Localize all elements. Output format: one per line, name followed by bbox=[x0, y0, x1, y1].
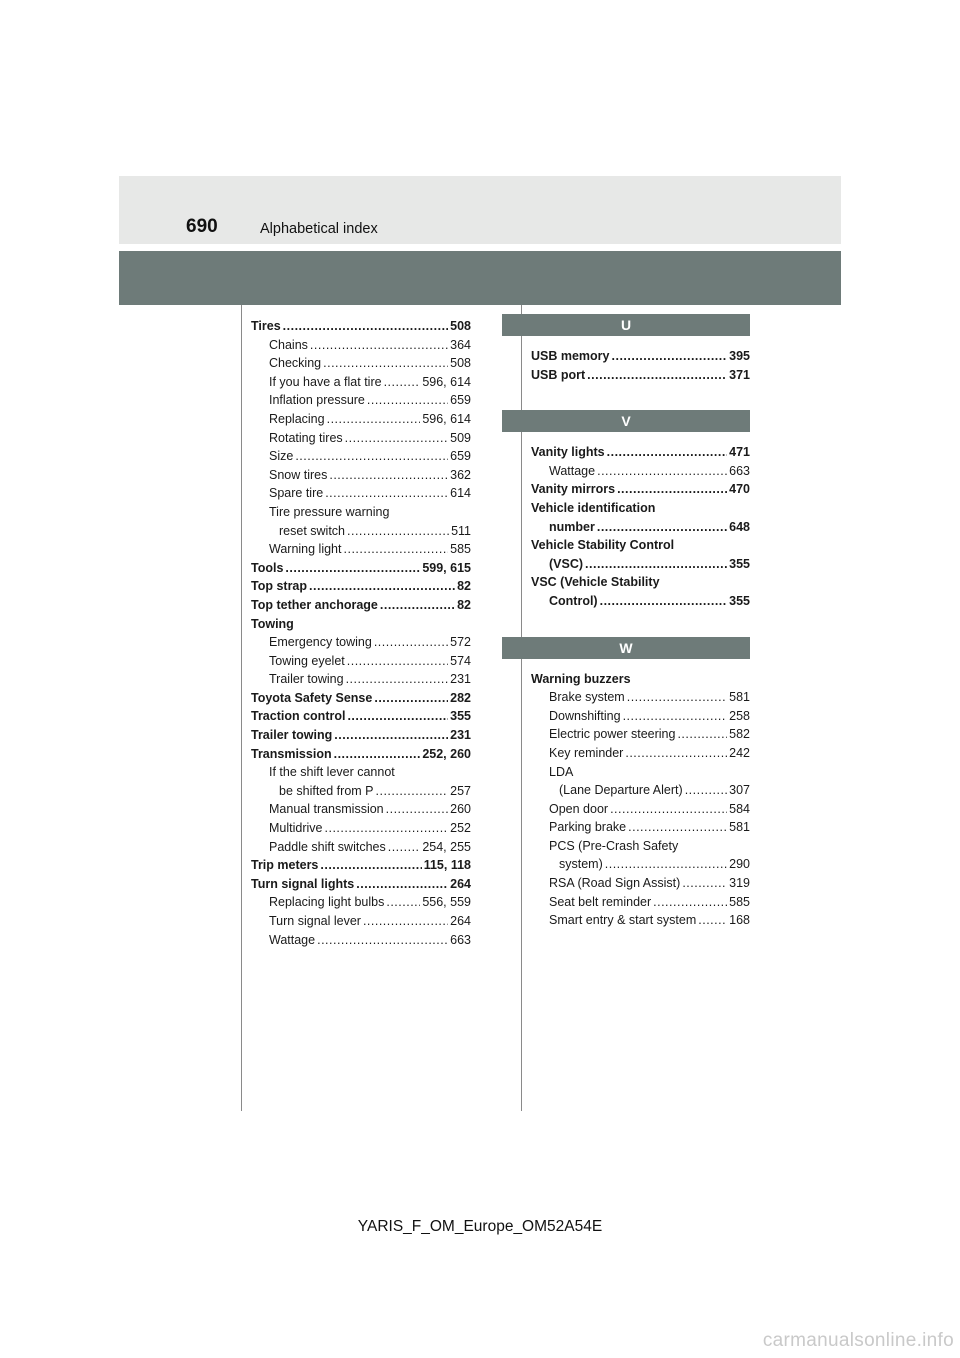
page-reference: 264 bbox=[450, 914, 471, 928]
page-reference: 115, 118 bbox=[423, 858, 471, 873]
page-reference: 355 bbox=[450, 709, 471, 724]
index-entry bbox=[531, 874, 750, 893]
index-entry bbox=[251, 447, 471, 466]
index-right-column bbox=[531, 314, 750, 930]
page-reference: 264 bbox=[450, 876, 471, 891]
section-spacer bbox=[531, 432, 750, 443]
index-entry bbox=[251, 559, 471, 578]
index-term: Emergency towing bbox=[269, 635, 372, 650]
index-term: Tires bbox=[251, 319, 281, 333]
section-letter-w: W bbox=[502, 637, 750, 659]
page-number: 690 bbox=[186, 216, 218, 237]
index-entry bbox=[531, 855, 750, 874]
index-term: Vehicle Stability Control bbox=[531, 538, 675, 553]
dot-leader bbox=[323, 354, 448, 373]
dot-leader bbox=[380, 596, 455, 615]
index-term: Replacing light bulbs bbox=[269, 895, 385, 910]
index-term: Control) bbox=[549, 593, 598, 608]
page-reference: 470 bbox=[729, 482, 750, 497]
index-entry bbox=[531, 911, 750, 930]
index-term: Checking bbox=[269, 356, 322, 371]
page-reference: 231 bbox=[450, 728, 471, 743]
index-entry bbox=[531, 744, 750, 763]
page-reference: 260 bbox=[450, 802, 471, 817]
index-entry bbox=[251, 484, 471, 503]
dot-leader bbox=[685, 781, 727, 800]
index-entry bbox=[531, 670, 750, 689]
page-reference: 319 bbox=[729, 876, 750, 891]
page-reference: 581 bbox=[729, 690, 750, 705]
page-reference: 572 bbox=[450, 635, 471, 650]
page-reference: 614 bbox=[450, 486, 471, 501]
index-entry bbox=[251, 354, 471, 373]
index-term: (VSC) bbox=[549, 556, 584, 571]
index-entry bbox=[531, 573, 750, 592]
page-reference: 663 bbox=[729, 463, 750, 478]
page-reference: 585 bbox=[729, 894, 750, 909]
left-column-rule bbox=[241, 305, 242, 1111]
page-reference: 663 bbox=[450, 932, 471, 947]
page-reference: 290 bbox=[729, 857, 750, 872]
dot-leader bbox=[347, 707, 448, 726]
page-reference: 252, 260 bbox=[422, 746, 471, 761]
index-term: Vehicle identification bbox=[531, 500, 656, 515]
index-entry bbox=[251, 373, 471, 392]
index-entry bbox=[531, 518, 750, 537]
index-term: Towing eyelet bbox=[269, 653, 345, 668]
index-term: Warning buzzers bbox=[531, 671, 631, 686]
index-entry bbox=[251, 745, 471, 764]
dot-leader bbox=[585, 555, 727, 574]
index-term: Chains bbox=[269, 337, 308, 352]
page-reference: 371 bbox=[729, 367, 750, 382]
header-band-light bbox=[119, 176, 841, 244]
index-entry bbox=[531, 688, 750, 707]
dot-leader bbox=[283, 317, 448, 336]
dot-leader bbox=[627, 688, 727, 707]
page-reference: 242 bbox=[729, 745, 750, 760]
page-reference: 257 bbox=[450, 783, 471, 798]
index-term: Key reminder bbox=[549, 745, 624, 760]
index-term: Downshifting bbox=[549, 708, 621, 723]
index-entry bbox=[531, 536, 750, 555]
index-term: Smart entry & start system bbox=[549, 913, 697, 928]
index-term: number bbox=[549, 519, 595, 534]
index-term: Brake system bbox=[549, 690, 625, 705]
dot-leader bbox=[623, 707, 728, 726]
page-reference: 508 bbox=[450, 319, 471, 333]
index-entry bbox=[251, 317, 471, 336]
index-entry bbox=[251, 615, 471, 634]
index-term: RSA (Road Sign Assist) bbox=[549, 876, 681, 891]
dot-leader bbox=[597, 462, 727, 481]
index-term: USB port bbox=[531, 367, 586, 382]
dot-leader bbox=[625, 744, 727, 763]
index-term: Turn signal lights bbox=[251, 876, 355, 891]
dot-leader bbox=[356, 875, 448, 894]
dot-leader bbox=[587, 366, 727, 385]
dot-leader bbox=[628, 818, 727, 837]
dot-leader bbox=[600, 592, 728, 611]
page-reference: 509 bbox=[450, 430, 471, 445]
index-term: Paddle shift switches bbox=[269, 839, 386, 854]
page-reference: 362 bbox=[450, 467, 471, 482]
index-term: Open door bbox=[549, 801, 609, 816]
dot-leader bbox=[617, 480, 727, 499]
index-term: Inflation pressure bbox=[269, 393, 365, 408]
index-term: Manual transmission bbox=[269, 802, 384, 817]
page-reference: 511 bbox=[451, 523, 471, 538]
dot-leader bbox=[374, 689, 448, 708]
dot-leader bbox=[309, 577, 455, 596]
index-entry bbox=[531, 592, 750, 611]
index-entry bbox=[531, 893, 750, 912]
index-entry bbox=[251, 912, 471, 931]
index-term: Vanity mirrors bbox=[531, 482, 616, 497]
index-entry bbox=[251, 540, 471, 559]
index-term: Multidrive bbox=[269, 821, 323, 836]
page-reference: 599, 615 bbox=[422, 560, 471, 575]
page-reference: 585 bbox=[450, 542, 471, 557]
dot-leader bbox=[320, 856, 421, 875]
section-spacer bbox=[531, 611, 750, 637]
section-spacer bbox=[531, 336, 750, 347]
index-term: VSC (Vehicle Stability bbox=[531, 575, 660, 590]
dot-leader bbox=[682, 874, 727, 893]
index-entry bbox=[251, 726, 471, 745]
dot-leader bbox=[597, 518, 727, 537]
index-entry bbox=[531, 707, 750, 726]
index-entry bbox=[251, 336, 471, 355]
page-reference: 596, 614 bbox=[422, 374, 471, 389]
page-reference: 508 bbox=[450, 356, 471, 371]
page-reference: 258 bbox=[729, 708, 750, 723]
index-entry bbox=[251, 893, 471, 912]
index-term: Warning light bbox=[269, 542, 342, 557]
dot-leader bbox=[295, 447, 448, 466]
index-term: Rotating tires bbox=[269, 430, 343, 445]
index-entry bbox=[531, 800, 750, 819]
index-entry bbox=[531, 480, 750, 499]
index-term: Tire pressure warning bbox=[269, 504, 390, 519]
index-term: Trip meters bbox=[251, 858, 319, 873]
dot-leader bbox=[310, 336, 448, 355]
index-term: Electric power steering bbox=[549, 727, 676, 742]
dot-leader bbox=[363, 912, 448, 931]
page-reference: 471 bbox=[729, 445, 750, 460]
dot-leader bbox=[698, 911, 727, 930]
index-term: If you have a flat tire bbox=[269, 374, 382, 389]
index-term: Trailer towing bbox=[269, 672, 344, 687]
dot-leader bbox=[347, 522, 449, 541]
index-term: Vanity lights bbox=[531, 445, 605, 460]
index-entry bbox=[531, 347, 750, 366]
dot-leader bbox=[388, 838, 421, 857]
page-reference: 596, 614 bbox=[422, 411, 471, 426]
index-entry bbox=[251, 689, 471, 708]
page-reference: 252 bbox=[450, 821, 471, 836]
index-entry bbox=[251, 763, 471, 782]
index-entry bbox=[251, 875, 471, 894]
dot-leader bbox=[325, 484, 448, 503]
index-term: Trailer towing bbox=[251, 728, 333, 743]
section-letter-v: V bbox=[502, 410, 750, 432]
dot-leader bbox=[317, 931, 448, 950]
index-term: Spare tire bbox=[269, 486, 324, 501]
dot-leader bbox=[612, 347, 728, 366]
index-term: Top tether anchorage bbox=[251, 597, 378, 612]
page-reference: 282 bbox=[450, 690, 471, 705]
page-reference: 364 bbox=[450, 337, 471, 352]
index-entry bbox=[531, 366, 750, 385]
index-entry bbox=[251, 391, 471, 410]
section-spacer bbox=[531, 384, 750, 410]
index-entry bbox=[531, 499, 750, 518]
index-entry bbox=[251, 856, 471, 875]
dot-leader bbox=[325, 819, 449, 838]
index-term: Snow tires bbox=[269, 467, 328, 482]
watermark: carmanualsonline.info bbox=[762, 1330, 954, 1351]
index-entry bbox=[251, 466, 471, 485]
dot-leader bbox=[677, 725, 727, 744]
dot-leader bbox=[386, 893, 420, 912]
page-reference: 231 bbox=[450, 672, 471, 687]
index-term: Parking brake bbox=[549, 820, 627, 835]
dot-leader bbox=[376, 782, 449, 801]
index-term: system) bbox=[559, 857, 603, 872]
index-term: Seat belt reminder bbox=[549, 894, 652, 909]
dot-leader bbox=[346, 670, 449, 689]
index-term: Transmission bbox=[251, 746, 332, 761]
section-letter-u: U bbox=[502, 314, 750, 336]
index-entry bbox=[251, 503, 471, 522]
index-entry bbox=[531, 781, 750, 800]
index-term: USB memory bbox=[531, 349, 610, 363]
page-reference: 254, 255 bbox=[422, 839, 471, 854]
page-reference: 584 bbox=[729, 801, 750, 816]
index-term: Wattage bbox=[549, 463, 596, 478]
index-entry bbox=[251, 410, 471, 429]
page-reference: 355 bbox=[729, 556, 750, 571]
page-reference: 581 bbox=[729, 820, 750, 835]
index-entry bbox=[531, 837, 750, 856]
index-term: Size bbox=[269, 449, 294, 464]
dot-leader bbox=[327, 410, 421, 429]
dot-leader bbox=[386, 800, 449, 819]
index-entry bbox=[251, 670, 471, 689]
section-spacer bbox=[531, 659, 750, 670]
index-term: Towing bbox=[251, 616, 294, 631]
header-band-dark bbox=[119, 251, 841, 305]
index-term: be shifted from P bbox=[279, 783, 374, 798]
dot-leader bbox=[285, 559, 420, 578]
page-reference: 355 bbox=[729, 593, 750, 608]
dot-leader bbox=[653, 893, 727, 912]
dot-leader bbox=[384, 373, 421, 392]
index-entry bbox=[531, 818, 750, 837]
index-entry bbox=[531, 725, 750, 744]
dot-leader bbox=[334, 745, 421, 764]
index-entry bbox=[531, 443, 750, 462]
page-reference: 395 bbox=[729, 349, 750, 363]
dot-leader bbox=[367, 391, 448, 410]
page-reference: 168 bbox=[729, 913, 750, 928]
dot-leader bbox=[347, 652, 448, 671]
index-term: PCS (Pre-Crash Safety bbox=[549, 838, 679, 853]
index-entry bbox=[531, 462, 750, 481]
index-term: LDA bbox=[549, 764, 574, 779]
index-entry bbox=[251, 782, 471, 801]
page-reference: 582 bbox=[729, 727, 750, 742]
index-entry bbox=[251, 800, 471, 819]
index-term: reset switch bbox=[279, 523, 345, 538]
index-term: Traction control bbox=[251, 709, 346, 724]
index-entry bbox=[251, 633, 471, 652]
index-entry bbox=[251, 596, 471, 615]
index-entry bbox=[251, 652, 471, 671]
index-entry bbox=[251, 819, 471, 838]
index-entry bbox=[251, 577, 471, 596]
index-term: Tools bbox=[251, 560, 284, 575]
index-entry bbox=[251, 838, 471, 857]
index-term: Replacing bbox=[269, 411, 325, 426]
index-term: Top strap bbox=[251, 579, 308, 594]
index-entry bbox=[531, 555, 750, 574]
page-title: Alphabetical index bbox=[260, 221, 378, 237]
dot-leader bbox=[345, 429, 448, 448]
index-entry bbox=[251, 522, 471, 541]
page-reference: 307 bbox=[729, 783, 750, 798]
dot-leader bbox=[605, 855, 727, 874]
dot-leader bbox=[344, 540, 449, 559]
document-footer: YARIS_F_OM_Europe_OM52A54E bbox=[357, 1218, 603, 1235]
index-term: If the shift lever cannot bbox=[269, 765, 395, 780]
index-entry bbox=[251, 931, 471, 950]
index-left-column bbox=[251, 317, 471, 949]
page-reference: 82 bbox=[457, 597, 471, 612]
dot-leader bbox=[607, 443, 728, 462]
index-entry bbox=[251, 707, 471, 726]
index-term: Turn signal lever bbox=[269, 914, 361, 928]
page-reference: 648 bbox=[729, 519, 750, 534]
index-term: Wattage bbox=[269, 932, 316, 947]
page-reference: 659 bbox=[450, 393, 471, 408]
index-term: (Lane Departure Alert) bbox=[559, 783, 683, 798]
dot-leader bbox=[334, 726, 448, 745]
page-reference: 556, 559 bbox=[422, 895, 471, 910]
index-term: Toyota Safety Sense bbox=[251, 690, 373, 705]
dot-leader bbox=[329, 466, 448, 485]
page-reference: 659 bbox=[450, 449, 471, 464]
dot-leader bbox=[374, 633, 448, 652]
index-entry bbox=[531, 763, 750, 782]
index-entry bbox=[251, 429, 471, 448]
dot-leader bbox=[610, 800, 727, 819]
page-reference: 82 bbox=[457, 579, 471, 594]
page-reference: 574 bbox=[450, 653, 471, 668]
